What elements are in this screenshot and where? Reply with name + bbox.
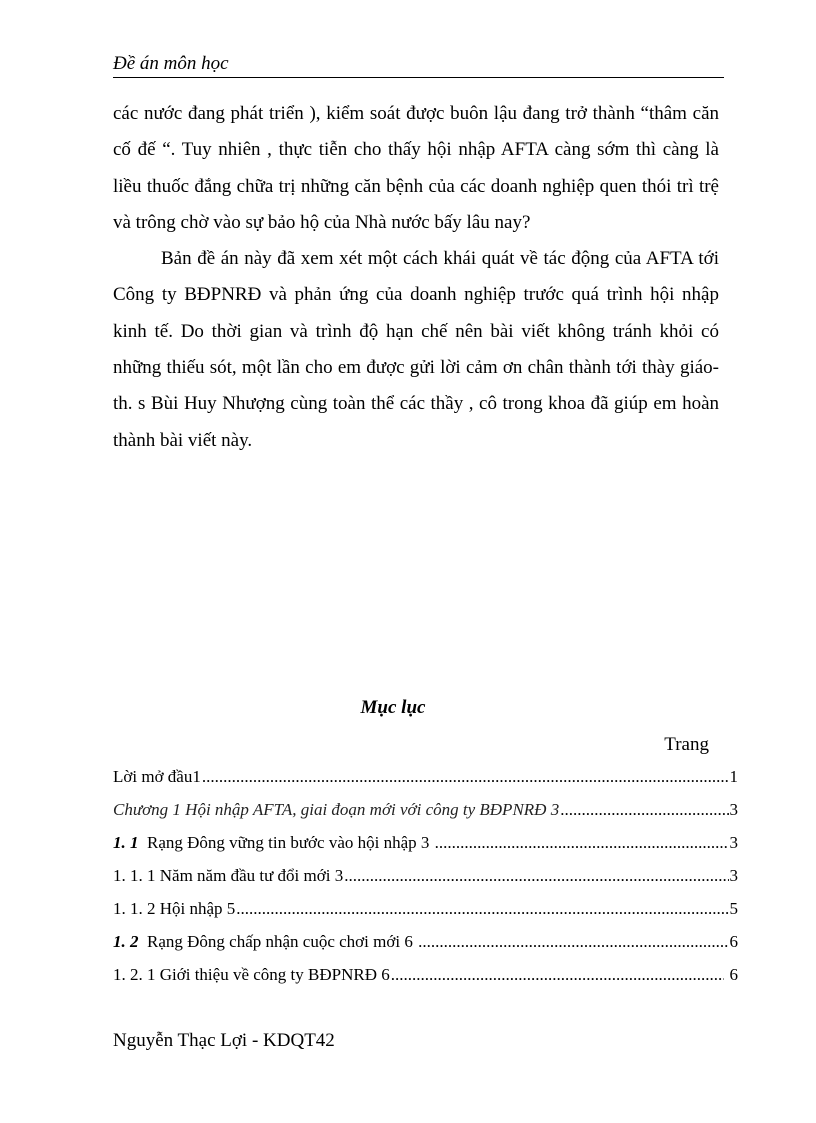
toc-leader-dots bbox=[560, 799, 728, 821]
body-paragraph-1: các nước đang phát triển ), kiểm soát được buôn lậu đang trở thành “thâm căn cố đế “. Tuy nhiên , thực tiễn cho thấy hội nhập AFTA càng sớm thì càng là liều thuốc đắng chữa trị những căn bệnh của các doanh nghiệp quen thói trì trệ và trông chờ vào sự bảo hộ của Nhà nước bấy lâu nay? bbox=[113, 103, 719, 233]
toc-entry-label: 1. 1. 1 Năm năm đầu tư đổi mới 3 bbox=[113, 866, 344, 885]
toc-entry-page: 1 bbox=[729, 767, 738, 786]
toc-entry-page: 3 bbox=[729, 833, 738, 852]
toc-entry-page: 6 bbox=[729, 932, 738, 951]
toc-entry-1-2-1[interactable] bbox=[113, 964, 738, 997]
toc-entry-number: 1. 1 bbox=[113, 833, 139, 852]
toc-entry-page: 3 bbox=[729, 800, 738, 819]
toc-leader-dots bbox=[344, 865, 728, 887]
toc-entry-label: 1. 1. 2 Hội nhập 5 bbox=[113, 899, 236, 918]
toc-leader-dots bbox=[418, 931, 728, 953]
toc-entry-label: Lời mở đầu1 bbox=[113, 767, 201, 786]
toc-entry-label: 1. 2. 1 Giới thiệu về công ty BĐPNRĐ 6 bbox=[113, 965, 390, 984]
toc-entry-preface[interactable] bbox=[113, 766, 738, 799]
toc-entry-label: Chương 1 Hội nhập AFTA, giai đoạn mới với công ty BĐPNRĐ 3 bbox=[113, 800, 560, 819]
toc-entry-label bbox=[113, 832, 434, 854]
toc-page-column-label: Trang bbox=[664, 734, 709, 755]
header-title: Đề án môn học bbox=[113, 53, 229, 74]
toc-entry-1-1-2[interactable] bbox=[113, 898, 738, 931]
toc-leader-dots bbox=[236, 898, 728, 920]
toc-leader-dots bbox=[391, 964, 725, 986]
toc-entry-label bbox=[113, 931, 417, 953]
toc-entry-text: Rạng Đông chấp nhận cuộc chơi mới 6 bbox=[138, 932, 418, 951]
toc-entry-text: Rạng Đông vững tin bước vào hội nhập 3 bbox=[138, 833, 434, 852]
toc-entry-1-1-1[interactable] bbox=[113, 865, 738, 898]
toc-entry-chapter-1[interactable] bbox=[113, 799, 738, 832]
toc-entry-1-2[interactable] bbox=[113, 931, 738, 964]
toc-title: Mục lục bbox=[360, 697, 426, 718]
page-footer: Nguyễn Thạc Lợi - KDQT42 bbox=[113, 1030, 335, 1051]
toc-entry-1-1[interactable] bbox=[113, 832, 738, 865]
body-paragraph-2: Bản đề án này đã xem xét một cách khái quát về tác động của AFTA tới Công ty BĐPNRĐ và phản ứng của doanh nghiệp trước quá trình hội nhập kinh tế. Do thời gian và trình độ hạn chế nên bài viết không tránh khỏi có những thiếu sót, một lần cho em được gửi lời cảm ơn chân thành tới thày giáo- th. s Bùi Huy Nhượng cùng toàn thể các thầy , cô trong khoa đã giúp em hoàn thành bài viết này. bbox=[113, 248, 719, 451]
toc-entry-number: 1. 2 bbox=[113, 932, 139, 951]
toc-entry-page: 5 bbox=[729, 899, 738, 918]
page-header bbox=[113, 50, 724, 78]
toc-entry-page: 6 bbox=[725, 965, 738, 984]
toc-leader-dots bbox=[202, 766, 729, 788]
toc-entry-page: 3 bbox=[729, 866, 738, 885]
body-text bbox=[113, 96, 719, 459]
table-of-contents bbox=[113, 766, 738, 997]
toc-leader-dots bbox=[435, 832, 729, 854]
